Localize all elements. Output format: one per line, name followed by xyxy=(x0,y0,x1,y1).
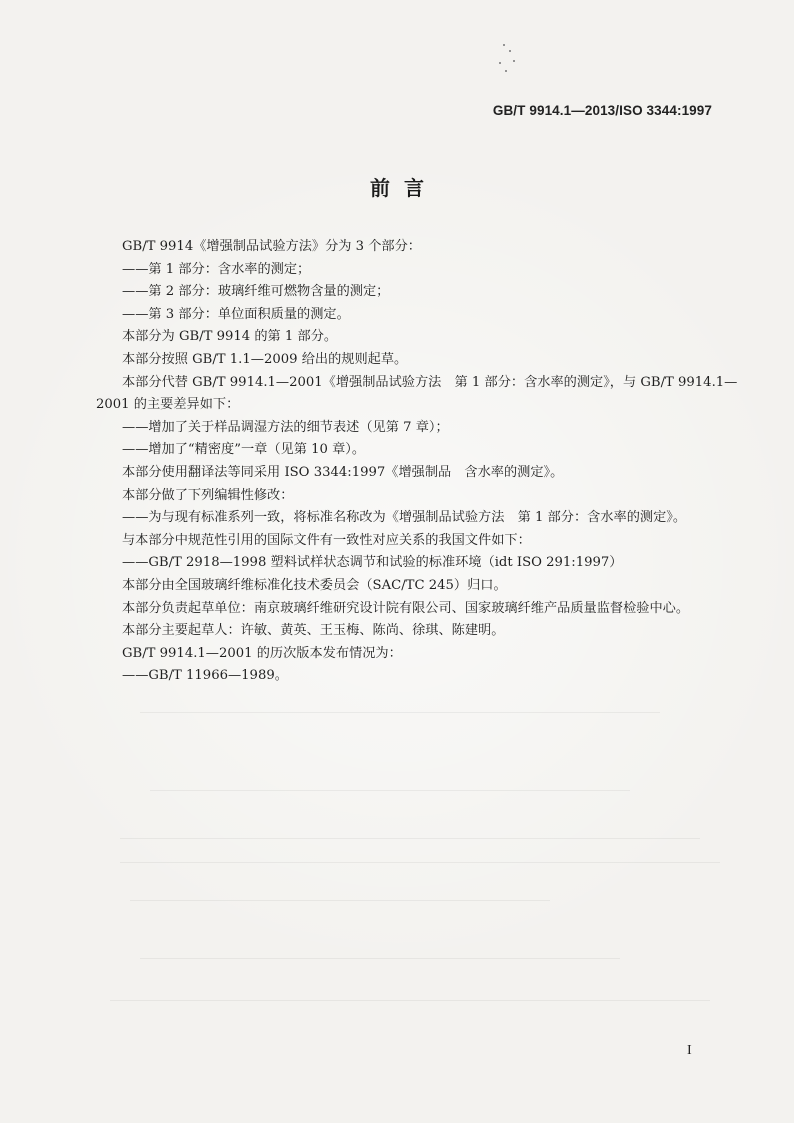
paragraph-line: ——GB/T 11966—1989。 xyxy=(122,668,288,684)
paragraph-line: GB/T 9914.1—2001 的历次版本发布情况为： xyxy=(122,645,402,661)
bleed-through-line xyxy=(150,790,630,791)
paragraph-line: 本部分使用翻译法等同采用 ISO 3344:1997《增强制品 含水率的测定》。 xyxy=(122,464,564,480)
bleed-through-line xyxy=(110,1000,710,1001)
bleed-through-line xyxy=(120,862,720,863)
bleed-through-line xyxy=(130,900,550,901)
standard-number-header: GB/T 9914.1—2013/ISO 3344:1997 xyxy=(492,103,712,118)
paragraph-line: ——第 3 部分：单位面积质量的测定。 xyxy=(122,306,350,322)
bleed-through-line xyxy=(140,958,620,959)
paragraph-line: 本部分按照 GB/T 1.1—2009 给出的规则起草。 xyxy=(122,351,408,367)
paragraph-line: 本部分由全国玻璃纤维标准化技术委员会（SAC/TC 245）归口。 xyxy=(122,577,507,593)
foreword-body xyxy=(96,236,738,688)
paragraph-line: ——为与现有标准系列一致，将标准名称改为《增强制品试验方法 第 1 部分：含水率的测定》。 xyxy=(122,510,687,526)
paragraph-line: ——增加了关于样品调湿方法的细节表述（见第 7 章）； xyxy=(122,419,449,435)
paragraph-line: ——增加了“精密度”一章（见第 10 章）。 xyxy=(122,442,366,458)
paragraph-line: 本部分为 GB/T 9914 的第 1 部分。 xyxy=(122,329,338,345)
paragraph-line: ——第 2 部分：玻璃纤维可燃物含量的测定； xyxy=(122,284,390,300)
section-title: 前言 xyxy=(370,176,438,200)
paragraph-line: 2001 的主要差异如下： xyxy=(96,397,240,413)
paragraph-line: ——GB/T 2918—1998 塑料试样状态调节和试验的标准环境（idt ISO 291:1997） xyxy=(122,555,623,571)
paragraph-line: ——第 1 部分：含水率的测定； xyxy=(122,261,311,277)
paragraph-line: GB/T 9914《增强制品试验方法》分为 3 个部分： xyxy=(122,239,421,254)
bleed-through-line xyxy=(140,712,660,713)
paragraph-line: 本部分主要起草人：许敏、黄英、王玉梅、陈尚、徐琪、陈建明。 xyxy=(122,623,505,639)
paragraph-line: 与本部分中规范性引用的国际文件有一致性对应关系的我国文件如下： xyxy=(122,532,531,548)
paragraph-line: 本部分做了下列编辑性修改： xyxy=(122,487,294,503)
page-number: I xyxy=(687,1043,692,1058)
paragraph-line: 本部分负责起草单位：南京玻璃纤维研究设计院有限公司、国家玻璃纤维产品质量监督检验中心。 xyxy=(122,600,690,616)
paragraph-line: 本部分代替 GB/T 9914.1—2001《增强制品试验方法 第 1 部分：含水率的测定》，与 GB/T 9914.1— xyxy=(122,374,738,390)
bleed-through-line xyxy=(120,838,700,839)
scan-artifact xyxy=(495,40,525,76)
